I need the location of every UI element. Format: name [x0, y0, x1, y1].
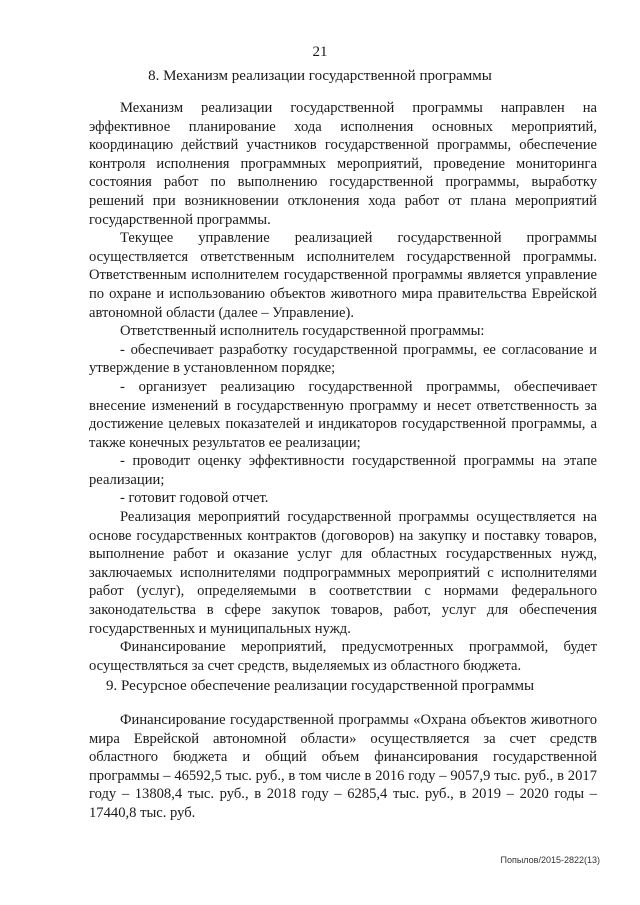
- page-number: 21: [312, 44, 328, 60]
- paragraph: Ответственный исполнитель государственной программы:: [120, 323, 485, 340]
- list-item: - обеспечивает разработку государственной программы, ее согласование и утверждение в установленном порядке;: [89, 341, 597, 377]
- footer-reference: Попылов/2015-2822(13): [500, 855, 600, 865]
- paragraph: Текущее управление реализацией государственной программы осуществляется ответственным исполнителем государственной программы. Ответственным исполнителем государственной программы является управление по охране и использованию объектов животного мира правительства Еврейской автономной области (далее – Управление).: [89, 230, 597, 321]
- list-item: - готовит годовой отчет.: [120, 490, 269, 507]
- paragraph: Реализация мероприятий государственной программы осуществляется на основе государственных контрактов (договоров) на закупку и поставку товаров, выполнение работ и оказание услуг для областных государственных нужд, заключаемых исполнителями подпрограммных мероприятий с исполнителями работ (услуг), определяемыми в соответствии с нормами федерального законодательства в сфере закупок товаров, работ, услуг для обеспечения государственных и муниципальных нужд.: [89, 509, 597, 637]
- section-8-heading: 8. Механизм реализации государственной программы: [148, 68, 492, 84]
- list-item: - организует реализацию государственной программы, обеспечивает внесение изменений в государственную программу и несет ответственность за достижение целевых показателей и индикаторов государственной программы, а также конечных результатов ее реализации;: [89, 378, 597, 451]
- paragraph: Финансирование мероприятий, предусмотренных программой, будет осуществляться за счет средств, выделяемых из областного бюджета.: [89, 639, 597, 674]
- paragraph: Финансирование государственной программы «Охрана объектов животного мира Еврейской автономной области» осуществляется за счет средств областного бюджета и общий объем финансирования государственной программы – 46592,5 тыс. руб., в том числе в 2016 году – 9057,9 тыс. руб., в 2017 году – 13808,4 тыс. руб., в 2018 году – 6285,4 тыс. руб., в 2019 – 2020 годы – 17440,8 тыс. руб.: [89, 712, 597, 821]
- section-8-body: [89, 99, 597, 675]
- paragraph: Механизм реализации государственной программы направлен на эффективное планирование хода исполнения основных мероприятий, координацию действий участников государственной программы, обеспечение контроля исполнения программных мероприятий, проведение мониторинга состояния работ по выполнению государственной программы, выработку решений при возникновении отклонения хода работ от плана мероприятий государственной программы.: [89, 100, 597, 228]
- section-9-heading: 9. Ресурсное обеспечение реализации государственной программы: [105, 678, 535, 694]
- section-9-body: [89, 711, 597, 823]
- list-item: - проводит оценку эффективности государственной программы на этапе реализации;: [89, 453, 597, 488]
